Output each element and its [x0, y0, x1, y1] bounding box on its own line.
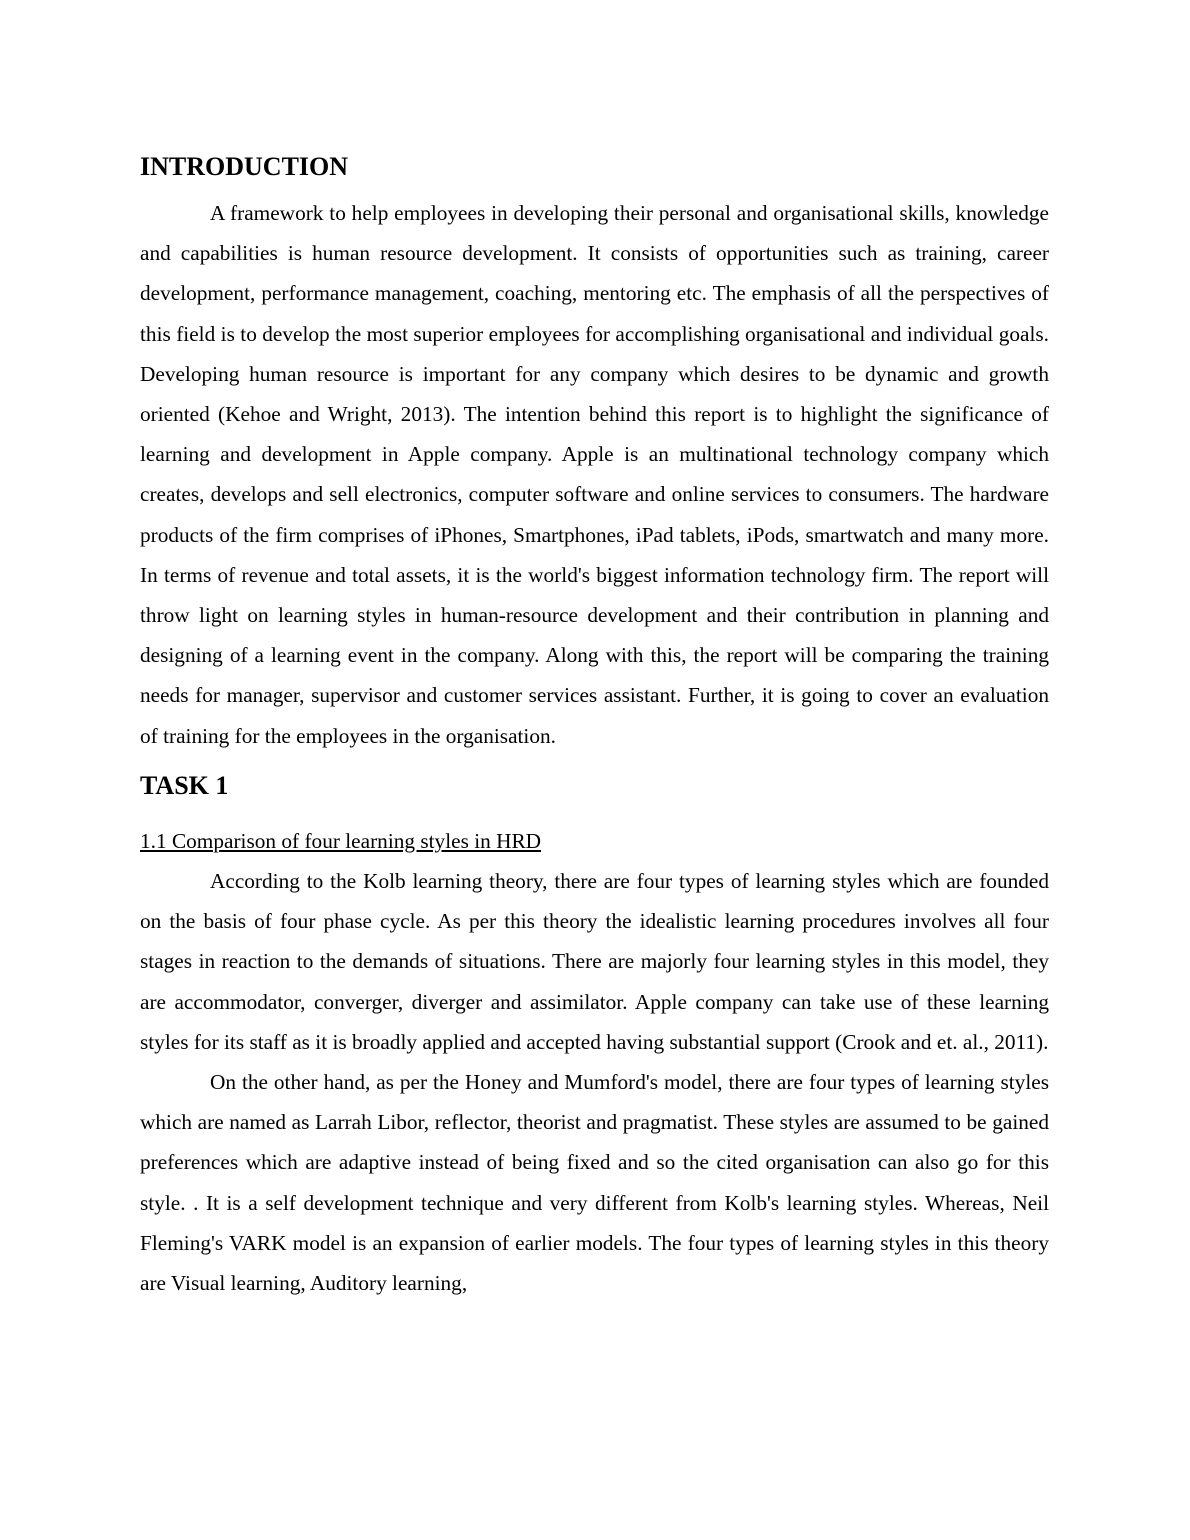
section-1-1-title: 1.1 Comparison of four learning styles in HRD [140, 828, 542, 853]
kolb-paragraph: According to the Kolb learning theory, there are four types of learning styles which are founded on the basis of four phase cycle. As per this theory the idealistic learning procedures involves all four stages in reaction to the demands of situations. There are majorly four learning styles in this model, they are accommodator, converger, diverger and assimilator. Apple company can take use of these learning styles for its staff as it is broadly applied and accepted having substantial support (Crook and et. al., 2011). [140, 869, 1049, 1054]
introduction-paragraph: A framework to help employees in developing their personal and organisational skills, knowledge and capabilities is human resource development. It consists of opportunities such as training, career development, performance management, coaching, mentoring etc. The emphasis of all the perspectives of this field is to develop the most superior employees for accomplishing organisational and individual goals. Developing human resource is important for any company which desires to be dynamic and growth oriented (Kehoe and Wright, 2013). The intention behind this report is to highlight the significance of learning and development in Apple company. Apple is an multinational technology company which creates, develops and sell electronics, computer software and online services to consumers. The hardware products of the firm comprises of iPhones, Smartphones, iPad tablets, iPods, smartwatch and many more. In terms of revenue and total assets, it is the world's biggest information technology firm. The report will throw light on learning styles in human-resource development and their contribution in planning and designing of a learning event in the company. Along with this, the report will be comparing the training needs for manager, supervisor and customer services assistant. Further, it is going to cover an evaluation of training for the employees in the organisation. [140, 201, 1049, 748]
introduction-heading: INTRODUCTION [140, 152, 349, 181]
task-1-heading: TASK 1 [140, 770, 229, 800]
page-content [140, 148, 1049, 1303]
honey-mumford-paragraph: On the other hand, as per the Honey and Mumford's model, there are four types of learning styles which are named as Larrah Libor, reflector, theorist and pragmatist. These styles are assumed to be gained preferences which are adaptive instead of being fixed and so the cited organisation can also go for this style. . It is a self development technique and very different from Kolb's learning styles. Whereas, Neil Fleming's VARK model is an expansion of earlier models. The four types of learning styles in this theory are Visual learning, Auditory learning, [140, 1070, 1049, 1296]
